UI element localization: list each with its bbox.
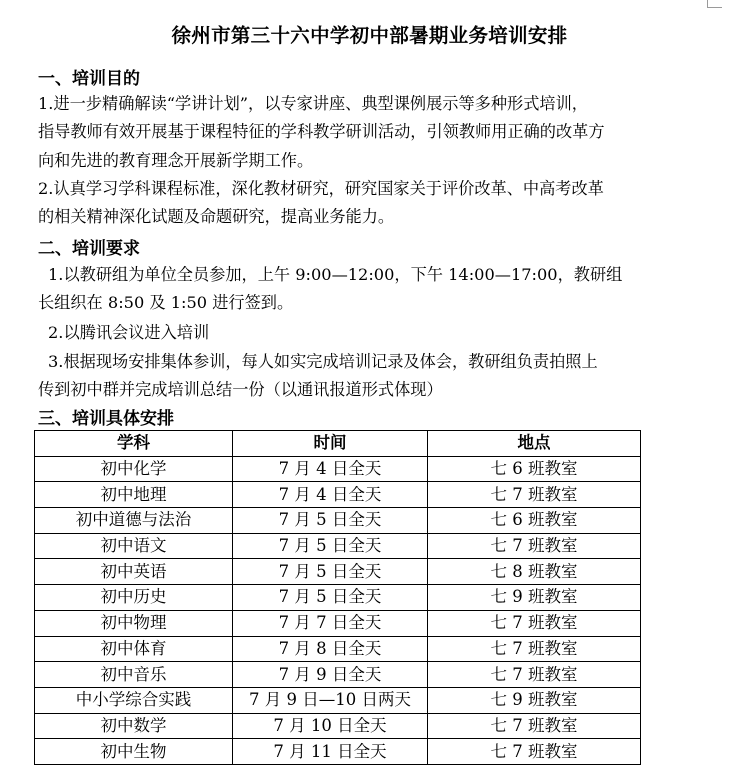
time-cell: 7 月 4 日全天	[233, 456, 428, 482]
table-row	[35, 739, 641, 765]
time-cell: 7 月 9 日—10 日两天	[233, 687, 428, 713]
schedule-table	[34, 430, 641, 765]
column-header-location: 地点	[428, 431, 641, 457]
table-row	[35, 533, 641, 559]
subject-cell: 初中音乐	[35, 662, 233, 688]
table-row	[35, 456, 641, 482]
subject-cell: 初中生物	[35, 739, 233, 765]
subject-cell: 初中英语	[35, 559, 233, 585]
location-cell: 七 7 班教室	[428, 533, 641, 559]
subject-cell: 初中历史	[35, 585, 233, 611]
subject-cell: 初中物理	[35, 610, 233, 636]
time-cell: 7 月 11 日全天	[233, 739, 428, 765]
purpose-line-4: 2.认真学习学科课程标准，深化教材研究，研究国家关于评价改革、中高考改革	[38, 179, 604, 198]
location-cell: 七 7 班教室	[428, 610, 641, 636]
purpose-line-2: 指导教师有效开展基于课程特征的学科教学研训活动，引领教师用正确的改革方	[38, 122, 605, 141]
purpose-line-1: 1.进一步精确解读“学讲计划”，以专家讲座、典型课例展示等多种形式培训，	[38, 94, 588, 113]
section-heading-schedule: 三、培训具体安排	[38, 409, 174, 429]
subject-cell: 初中数学	[35, 713, 233, 739]
subject-cell: 中小学综合实践	[35, 687, 233, 713]
table-row	[35, 508, 641, 534]
time-cell: 7 月 10 日全天	[233, 713, 428, 739]
requirement-line-3: 2.以腾讯会议进入培训	[48, 323, 210, 342]
table-row	[35, 559, 641, 585]
time-cell: 7 月 5 日全天	[233, 585, 428, 611]
table-row	[35, 713, 641, 739]
location-cell: 七 6 班教室	[428, 508, 641, 534]
purpose-line-3: 向和先进的教育理念开展新学期工作。	[38, 151, 314, 170]
table-row	[35, 585, 641, 611]
table-row	[35, 482, 641, 508]
document-title: 徐州市第三十六中学初中部暑期业务培训安排	[171, 24, 568, 47]
subject-cell: 初中地理	[35, 482, 233, 508]
location-cell: 七 6 班教室	[428, 456, 641, 482]
table-row	[35, 636, 641, 662]
location-cell: 七 7 班教室	[428, 739, 641, 765]
column-header-time: 时间	[233, 431, 428, 457]
location-cell: 七 8 班教室	[428, 559, 641, 585]
requirement-line-5: 传到初中群并完成培训总结一份（以通讯报道形式体现）	[38, 380, 443, 399]
requirement-line-4: 3.根据现场安排集体参训，每人如实完成培训记录及体会，教研组负责拍照上	[48, 352, 598, 371]
section-heading-purpose: 一、培训目的	[38, 69, 140, 89]
table-row	[35, 687, 641, 713]
time-cell: 7 月 5 日全天	[233, 559, 428, 585]
purpose-line-5: 的相关精神深化试题及命题研究，提高业务能力。	[38, 207, 395, 226]
location-cell: 七 7 班教室	[428, 662, 641, 688]
location-cell: 七 9 班教室	[428, 585, 641, 611]
subject-cell: 初中体育	[35, 636, 233, 662]
requirement-line-2: 长组织在 8:50 及 1:50 进行签到。	[38, 293, 294, 312]
table-row	[35, 662, 641, 688]
location-cell: 七 7 班教室	[428, 713, 641, 739]
location-cell: 七 7 班教室	[428, 482, 641, 508]
time-cell: 7 月 5 日全天	[233, 508, 428, 534]
section-heading-requirements: 二、培训要求	[38, 239, 140, 259]
time-cell: 7 月 8 日全天	[233, 636, 428, 662]
time-cell: 7 月 4 日全天	[233, 482, 428, 508]
subject-cell: 初中化学	[35, 456, 233, 482]
requirement-line-1: 1.以教研组为单位全员参加，上午 9:00—12:00，下午 14:00—17:00，教研组	[48, 265, 623, 284]
subject-cell: 初中道德与法治	[35, 508, 233, 534]
subject-cell: 初中语文	[35, 533, 233, 559]
location-cell: 七 9 班教室	[428, 687, 641, 713]
time-cell: 7 月 9 日全天	[233, 662, 428, 688]
table-header-row	[35, 431, 641, 457]
table-row	[35, 610, 641, 636]
location-cell: 七 7 班教室	[428, 636, 641, 662]
time-cell: 7 月 7 日全天	[233, 610, 428, 636]
page-corner-mark	[707, 0, 722, 8]
time-cell: 7 月 5 日全天	[233, 533, 428, 559]
column-header-subject: 学科	[35, 431, 233, 457]
